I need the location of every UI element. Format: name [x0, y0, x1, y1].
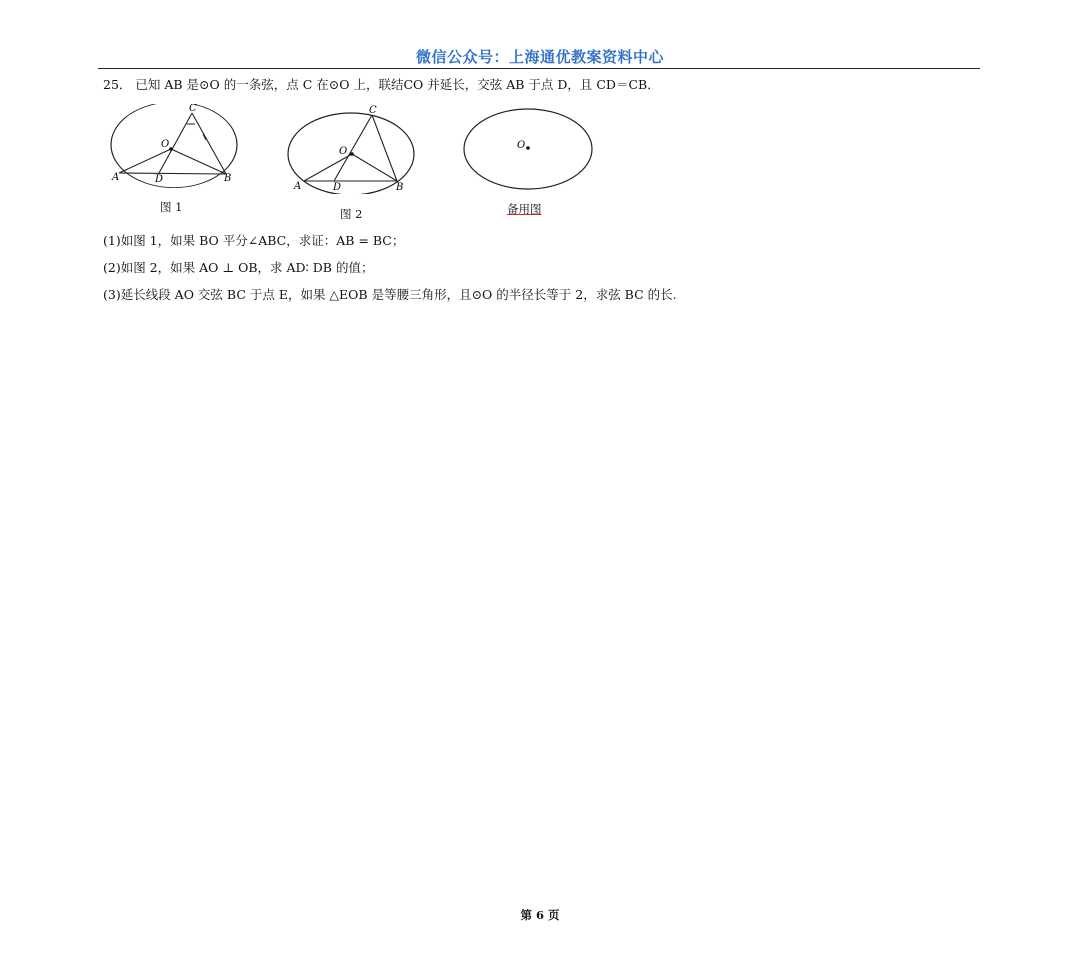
figure-2 [284, 104, 424, 194]
fig1-label-c: C [189, 104, 197, 114]
fig1-label-a: A [112, 172, 120, 183]
fig3-label-o: O [517, 140, 526, 151]
fig1-label-b: B [224, 173, 232, 184]
part-1: (1)如图 1，如果 BO 平分∠ABC，求证：AB = BC； [103, 233, 405, 248]
fig2-label-d: D [333, 182, 342, 193]
fig1-label-o: O [161, 139, 170, 150]
problem-statement: 25． 已知 AB 是⊙O 的一条弦，点 C 在⊙O 上，联结CO 并延长，交弦 AB 于点 D，且 CD＝CB． [103, 77, 660, 92]
fig2-label-a: A [294, 181, 302, 192]
figure-2-caption: 图 2 [340, 207, 363, 221]
fig2-label-o: O [339, 146, 348, 157]
fig1-label-d: D [155, 174, 164, 185]
figure-1 [105, 104, 245, 192]
page-header-title: 微信公众号：上海通优教案资料中心 [415, 48, 664, 66]
figure-1-caption: 图 1 [160, 200, 183, 214]
fig2-label-b: B [396, 182, 404, 193]
figure-3 [460, 106, 596, 192]
header-rule [98, 68, 980, 69]
fig2-label-c: C [369, 105, 377, 116]
part-3: (3)延长线段 AO 交弦 BC 于点 E，如果 △EOB 是等腰三角形，且⊙O 的半径长等于 2，求弦 BC 的长. [103, 287, 677, 302]
page-number: 第 6 页 [520, 908, 560, 922]
figure-3-caption: 备用图 [507, 202, 542, 216]
part-2: (2)如图 2，如果 AO ⊥ OB，求 AD∶ DB 的值； [103, 260, 374, 275]
